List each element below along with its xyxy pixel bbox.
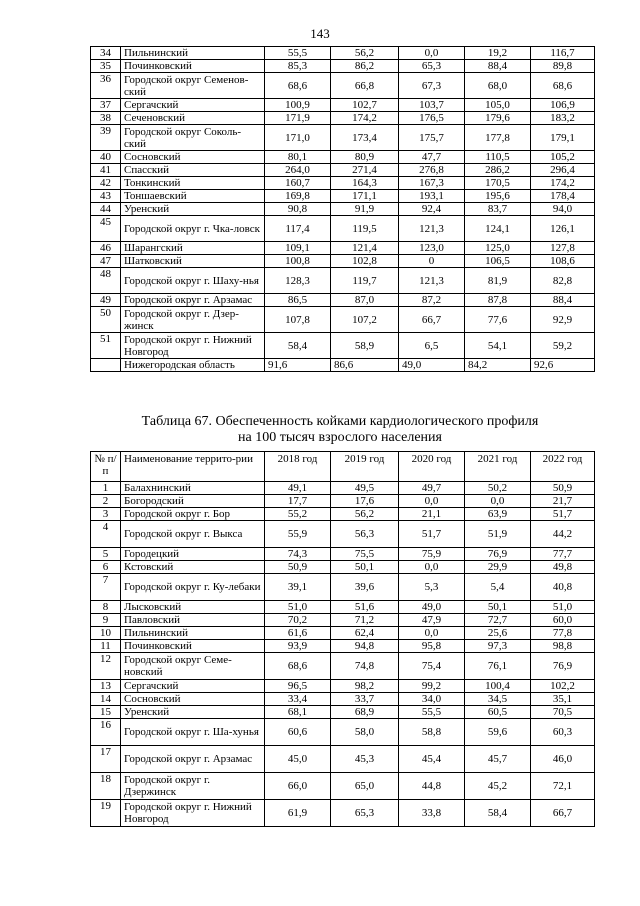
table-caption-line1: Таблица 67. Обеспеченность койками кардиологического профиля — [141, 414, 539, 429]
table-row: 6 Кстовский 50,9 50,1 0,0 29,9 49,8 — [91, 561, 595, 574]
table-header-row — [91, 452, 595, 482]
table-row: 12 Городской округ Семе-новский 68,6 74,8 75,4 76,1 76,9 — [91, 653, 595, 680]
header-name: Наименование террито-рии — [121, 452, 265, 482]
table-continued — [90, 46, 595, 372]
table-row: 40 Сосновский 80,1 80,9 47,7 110,5 105,2 — [91, 151, 595, 164]
table-row: 43 Тоншаевский 169,8 171,1 193,1 195,6 178,4 — [91, 190, 595, 203]
header-year: 2021 год — [465, 452, 531, 482]
table-row: 14 Сосновский 33,4 33,7 34,0 34,5 35,1 — [91, 693, 595, 706]
table-row: 37 Сергачский 100,9 102,7 103,7 105,0 106,9 — [91, 99, 595, 112]
table-row: 34 Пильнинский 55,5 56,2 0,0 19,2 116,7 — [91, 47, 595, 60]
table-row: 16 Городской округ г. Ша-хунья 60,6 58,0 58,8 59,6 60,3 — [91, 719, 595, 746]
table-row: 18 Городской округ г. Дзержинск 66,0 65,0 44,8 45,2 72,1 — [91, 773, 595, 800]
table-row: 35 Починковский 85,3 86,2 65,3 88,4 89,8 — [91, 60, 595, 73]
table-row: 50 Городской округ г. Дзер-жинск 107,8 107,2 66,7 77,6 92,9 — [91, 307, 595, 333]
table-row: 10 Пильнинский 61,6 62,4 0,0 25,6 77,8 — [91, 627, 595, 640]
header-year: 2018 год — [265, 452, 331, 482]
table-row: 51 Городской округ г. Нижний Новгород 58,4 58,9 6,5 54,1 59,2 — [91, 333, 595, 359]
table-row: 42 Тонкинский 160,7 164,3 167,3 170,5 174,2 — [91, 177, 595, 190]
table-row: 45 Городской округ г. Чка-ловск 117,4 119,5 121,3 124,1 126,1 — [91, 216, 595, 242]
cardiology-beds-table — [90, 451, 595, 827]
page-number: 143 — [310, 26, 330, 41]
table-row: 17 Городской округ г. Арзамас 45,0 45,3 45,4 45,7 46,0 — [91, 746, 595, 773]
header-year: 2019 год — [331, 452, 399, 482]
table-row: 8 Лысковский 51,0 51,6 49,0 50,1 51,0 — [91, 601, 595, 614]
table-row: 2 Богородский 17,7 17,6 0,0 0,0 21,7 — [91, 495, 595, 508]
table-row: 15 Уренский 68,1 68,9 55,5 60,5 70,5 — [91, 706, 595, 719]
table-row: 47 Шатковский 100,8 102,8 0 106,5 108,6 — [91, 255, 595, 268]
header-no: № п/п — [91, 452, 121, 482]
table-caption — [0, 414, 640, 446]
header-year: 2020 год — [399, 452, 465, 482]
table-row: 3 Городской округ г. Бор 55,2 56,2 21,1 63,9 51,7 — [91, 508, 595, 521]
table-row: 48 Городской округ г. Шаху-нья 128,3 119,7 121,3 81,9 82,8 — [91, 268, 595, 294]
table-row: 1 Балахнинский 49,1 49,5 49,7 50,2 50,9 — [91, 482, 595, 495]
table-row: 38 Сеченовский 171,9 174,2 176,5 179,6 183,2 — [91, 112, 595, 125]
table-row: 41 Спасский 264,0 271,4 276,8 286,2 296,4 — [91, 164, 595, 177]
table-total-row: Нижегородская область 91,6 86,6 49,0 84,2 92,6 — [91, 359, 595, 372]
table-row: 44 Уренский 90,8 91,9 92,4 83,7 94,0 — [91, 203, 595, 216]
table-row: 13 Сергачский 96,5 98,2 99,2 100,4 102,2 — [91, 680, 595, 693]
table-row: 46 Шарангский 109,1 121,4 123,0 125,0 127,8 — [91, 242, 595, 255]
table-row: 7 Городской округ г. Ку-лебаки 39,1 39,6 5,3 5,4 40,8 — [91, 574, 595, 601]
table-caption-line2: на 100 тысяч взрослого населения — [238, 430, 442, 445]
table-row: 4 Городской округ г. Выкса 55,9 56,3 51,7 51,9 44,2 — [91, 521, 595, 548]
table-row: 5 Городецкий 74,3 75,5 75,9 76,9 77,7 — [91, 548, 595, 561]
table-row: 9 Павловский 70,2 71,2 47,9 72,7 60,0 — [91, 614, 595, 627]
table-row: 36 Городской округ Семенов-ский 68,6 66,8 67,3 68,0 68,6 — [91, 73, 595, 99]
table-row: 39 Городской округ Соколь-ский 171,0 173,4 175,7 177,8 179,1 — [91, 125, 595, 151]
table-row: 49 Городской округ г. Арзамас 86,5 87,0 87,2 87,8 88,4 — [91, 294, 595, 307]
table-row: 19 Городской округ г. Нижний Новгород 61,9 65,3 33,8 58,4 66,7 — [91, 800, 595, 827]
header-year: 2022 год — [531, 452, 595, 482]
table-row: 11 Починковский 93,9 94,8 95,8 97,3 98,8 — [91, 640, 595, 653]
